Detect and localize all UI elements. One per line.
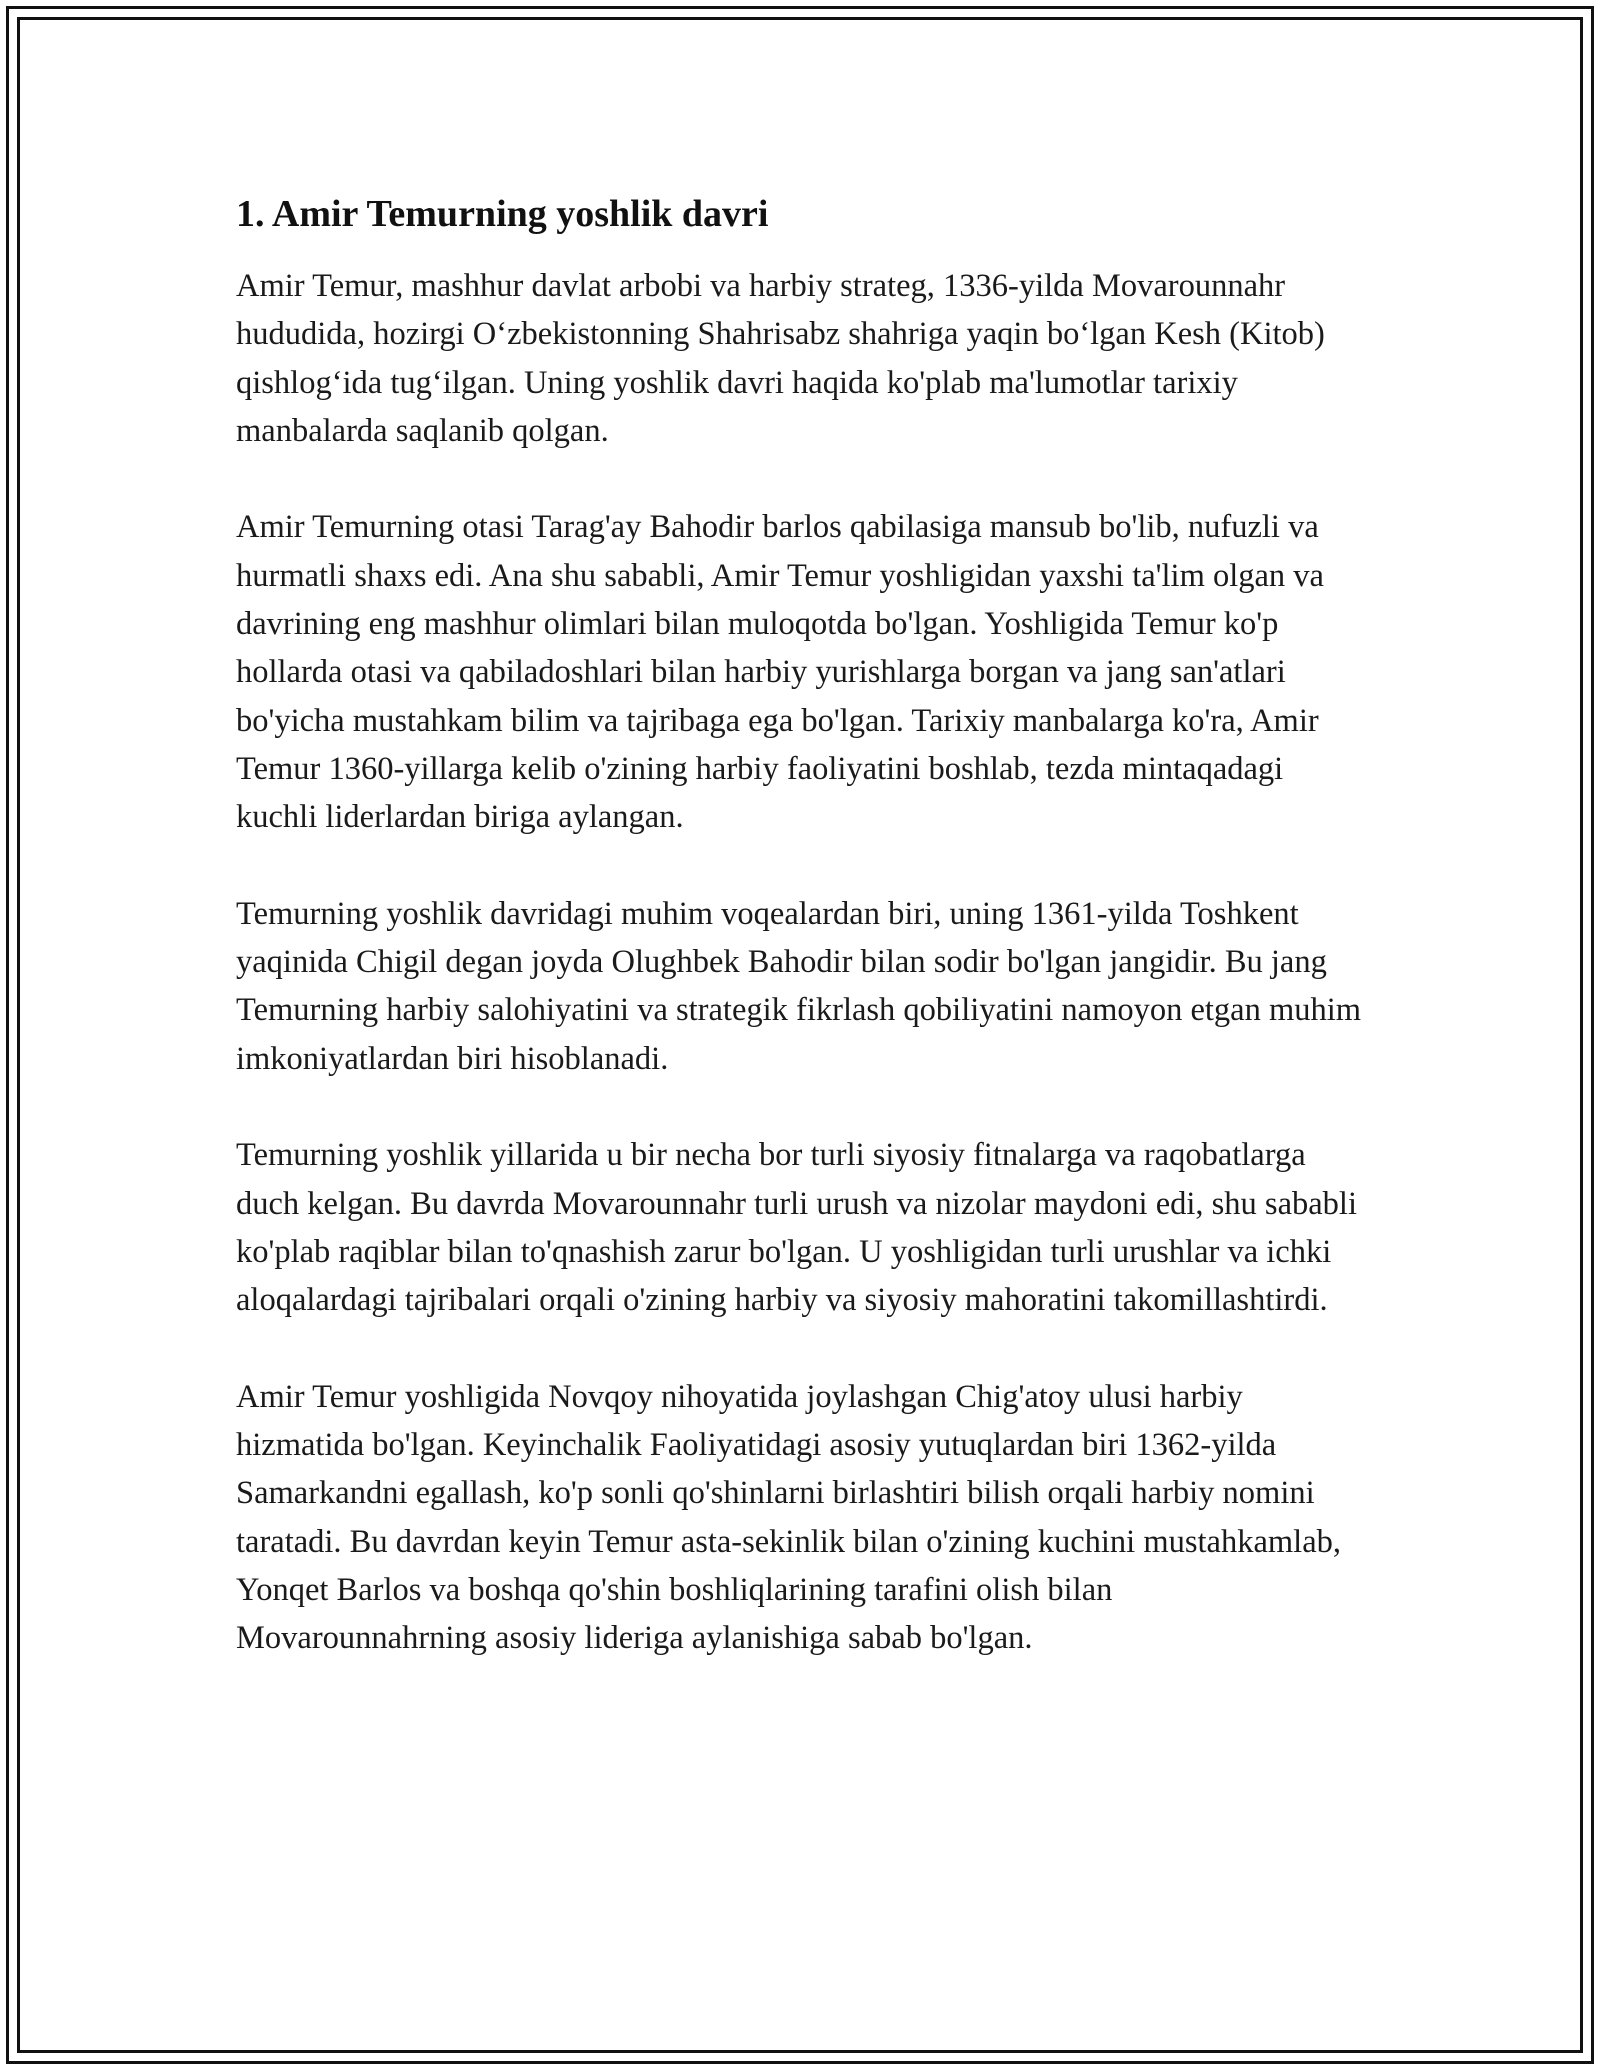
document-body [236, 186, 1366, 1663]
paragraph-2: Amir Temurning otasi Tarag'ay Bahodir barlos qabilasiga mansub bo'lib, nufuzli va hurmatli shaxs edi. Ana shu sababli, Amir Temur yoshligidan yaxshi ta'lim olgan va davrining eng mashhur olimlari bilan muloqotda bo'lgan. Yoshligida Temur ko'p hollarda otasi va qabiladoshlari bilan harbiy yurishlarga borgan va jang san'atlari bo'yicha mustahkam bilim va tajribaga ega bo'lgan. Tarixiy manbalarga ko'ra, Amir Temur 1360-yillarga kelib o'zining harbiy faoliyatini boshlab, tezda mintaqadagi kuchli liderlardan biriga aylangan. [236, 509, 1324, 836]
paragraph-5: Amir Temur yoshligida Novqoy nihoyatida joylashgan Chig'atoy ulusi harbiy hizmatida bo'lgan. Keyinchalik Faoliyatidagi asosiy yutuqlardan biri 1362-yilda Samarkandni egallash, ko'p sonli qo'shinlarni birlashtiri bilish orqali harbiy nomini taratadi. Bu davrdan keyin Temur asta-sekinlik bilan o'zining kuchini mustahkamlab, Yonqet Barlos va boshqa qo'shin boshliqlarining tarafini olish bilan Movarounnahrning asosiy lideriga aylanishiga sabab bo'lgan. [236, 1378, 1341, 1657]
paragraph-4: Temurning yoshlik yillarida u bir necha bor turli siyosiy fitnalarga va raqobatlarga duch kelgan. Bu davrda Movarounnahr turli urush va nizolar maydoni edi, shu sababli ko'plab raqiblar bilan to'qnashish zarur bo'lgan. U yoshligidan turli urushlar va ichki aloqalardagi tajribalari orqali o'zining harbiy va siyosiy mahoratini takomillashtirdi. [236, 1137, 1357, 1319]
paragraph-3: Temurning yoshlik davridagi muhim voqealardan biri, uning 1361-yilda Toshkent yaqinida Chigil degan joyda Olughbek Bahodir bilan sodir bo'lgan jangidir. Bu jang Temurning harbiy salohiyatini va strategik fikrlash qobiliyatini namoyon etgan muhim imkoniyatlardan biri hisoblanadi. [236, 895, 1362, 1077]
section-heading: 1. Amir Temurning yoshlik davri [236, 193, 769, 235]
paragraph-1: Amir Temur, mashhur davlat arbobi va harbiy strateg, 1336-yilda Movarounnahr hududida, hozirgi O‘zbekistonning Shahrisabz shahriga yaqin bo‘lgan Kesh (Kitob) qishlog‘ida tug‘ilgan. Uning yoshlik davri haqida ko'plab ma'lumotlar tarixiy manbalarda saqlanib qolgan. [236, 268, 1325, 449]
